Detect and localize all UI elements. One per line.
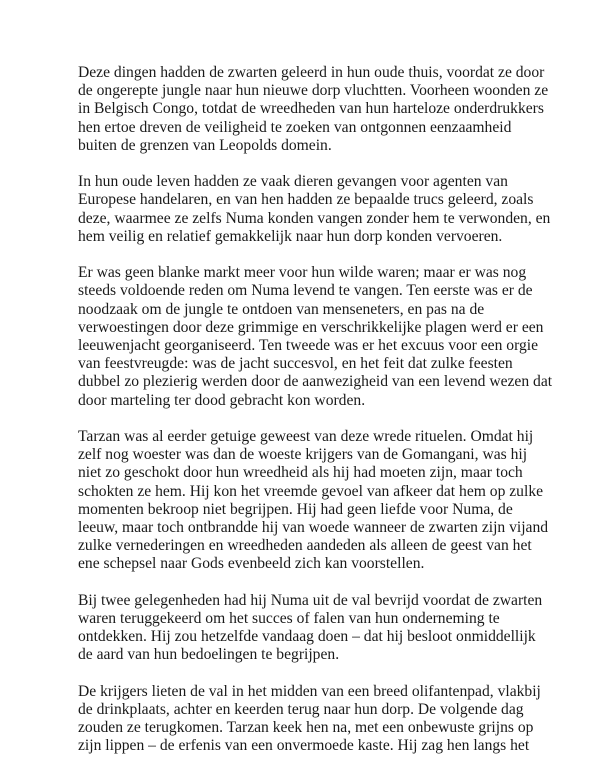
text-line: in Belgisch Congo, totdat de wreedheden van hun harteloze onderdrukkers: [78, 100, 544, 118]
paragraph-3: [78, 264, 553, 410]
text-line: waren teruggekeerd om het succes of falen van hun onderneming te: [78, 610, 500, 628]
text-line: schokten ze hem. Hij kon het vreemde gevoel van afkeer dat hem op zulke: [78, 482, 544, 500]
text-line: momenten bekroop niet begrijpen. Hij had geen liefde voor Numa, de: [78, 500, 513, 518]
text-line: hem veilig en relatief gemakkelijk naar hun dorp konden vervoeren.: [78, 227, 503, 245]
text-line: van feestvreugde: was de jacht succesvol, en het feit dat zulke feesten: [78, 355, 513, 373]
paragraph-6: [78, 682, 541, 756]
text-line: leeuw, maar toch ontbrandde hij van woede wanneer de zwarten zijn vijand: [78, 519, 549, 537]
text-line: zouden ze terugkomen. Tarzan keek hen na, met een onbewuste grijns op: [78, 719, 534, 737]
text-line: De krijgers lieten de val in het midden van een breed olifantenpad, vlakbij: [78, 682, 541, 700]
text-line: ene schepsel naar Gods evenbeeld zich kan voorstellen.: [78, 555, 425, 573]
text-line: dubbel zo plezierig werden door de aanwezigheid van een levend wezen dat: [78, 373, 553, 391]
text-line: In hun oude leven hadden ze vaak dieren gevangen voor agenten van: [78, 173, 508, 191]
text-line: Deze dingen hadden de zwarten geleerd in hun oude thuis, voordat ze door: [78, 64, 545, 81]
text-line: deze, waarmee ze zelfs Numa konden vangen zonder hem te verwonden, en: [78, 209, 551, 227]
text-line: hen ertoe dreven de veiligheid te zoeken van ontgonnen eenzaamheid: [78, 118, 512, 136]
text-line: Tarzan was al eerder getuige geweest van deze wrede rituelen. Omdat hij: [78, 428, 534, 446]
text-line: Bij twee gelegenheden had hij Numa uit de val bevrijd voordat de zwarten: [78, 591, 543, 609]
paragraph-2: [78, 173, 551, 246]
text-line: zelf nog woester was dan de woeste krijgers van de Gomangani, was hij: [78, 446, 528, 464]
text-line: verwoestingen door deze grimmige en verschrikkelijke plagen werd er een: [78, 318, 544, 336]
text-line: buiten de grenzen van Leopolds domein.: [78, 136, 332, 154]
text-line: niet zo geschokt door hun wreedheid als hij had moeten zijn, maar toch: [78, 464, 523, 482]
text-line: leeuwenjacht georganiseerd. Ten tweede was er het excuus voor een orgie: [78, 337, 539, 355]
text-line: de drinkplaats, achter en keerden terug naar hun dorp. De volgende dag: [78, 701, 524, 719]
text-line: zulke vernederingen en wreedheden aandeden als alleen de geest van het: [78, 537, 532, 555]
text-line: ontdekken. Hij zou hetzelfde vandaag doen – dat hij besloot onmiddellijk: [78, 628, 536, 646]
document-page: [78, 64, 553, 774]
text-line: steeds voldoende reden om Numa levend te vangen. Ten eerste was er de: [78, 282, 533, 300]
text-line: Er was geen blanke markt meer voor hun wilde waren; maar er was nog: [78, 264, 527, 282]
paragraph-1: [78, 64, 549, 155]
text-line: de aard van hun bedoelingen te begrijpen.: [78, 646, 340, 664]
paragraph-5: [78, 591, 543, 665]
text-line: zijn lippen – de erfenis van een onvermoede kaste. Hij zag hen langs het: [78, 737, 530, 755]
text-line: noodzaak om de jungle te ontdoen van menseneters, en pas na de: [78, 300, 485, 318]
text-line: de ongerepte jungle naar hun nieuwe dorp vluchtten. Voorheen woonden ze: [78, 82, 549, 100]
text-line: door marteling ter dood gebracht kon worden.: [78, 391, 366, 409]
paragraph-4: [78, 428, 549, 574]
text-line: Europese handelaren, en van hen hadden ze bepaalde trucs geleerd, zoals: [78, 191, 534, 209]
